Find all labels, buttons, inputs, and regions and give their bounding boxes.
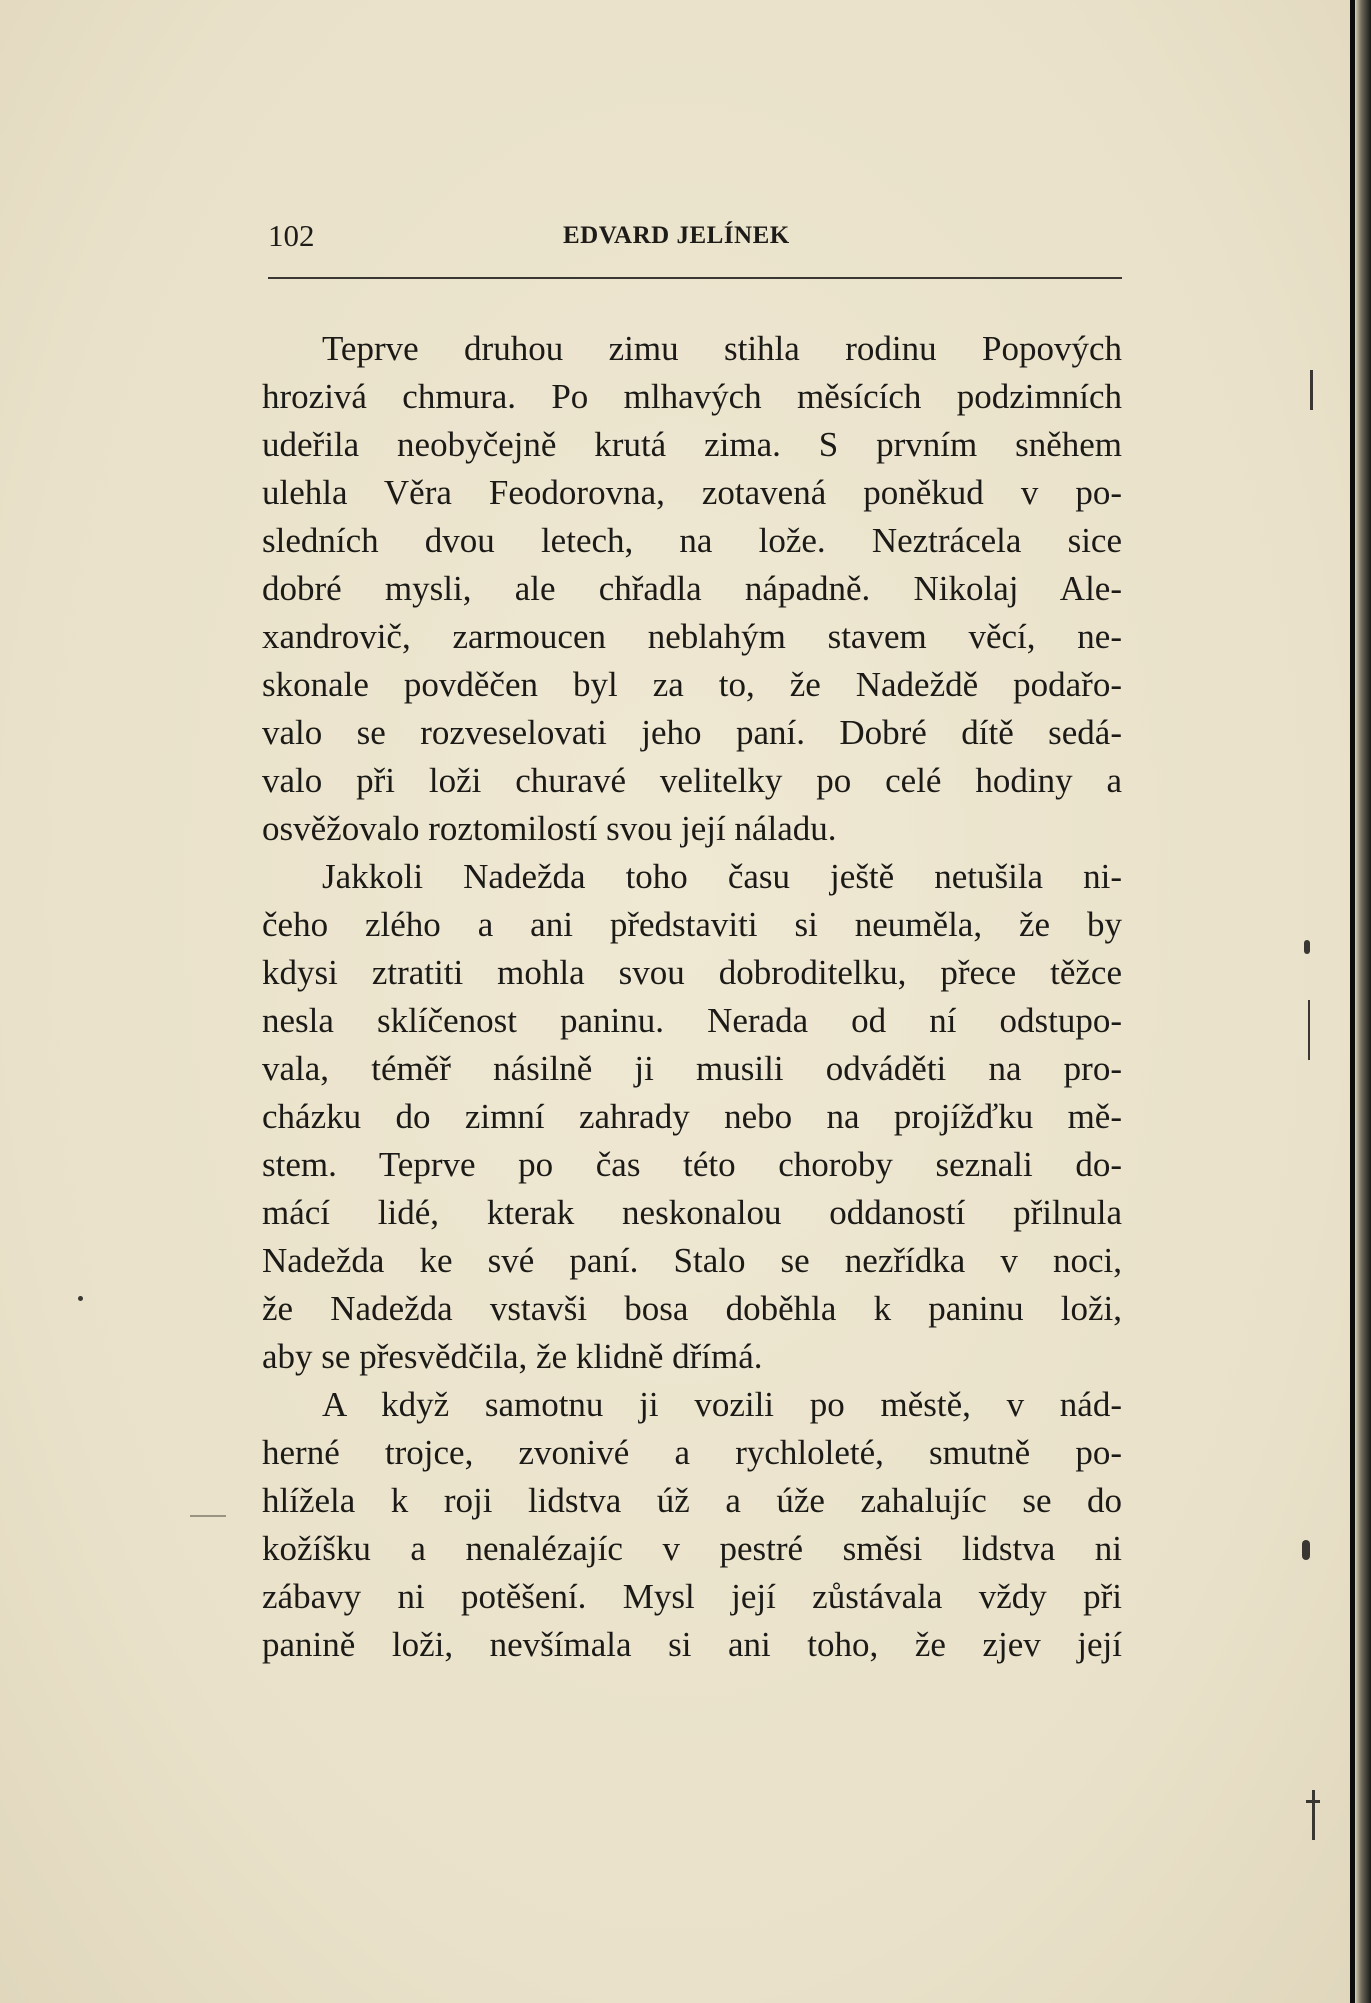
paragraph [262, 853, 1122, 1381]
text-line: hlížela k roji lidstva úž a úže zahalujíc se do [262, 1481, 1122, 1520]
text-line: čeho zlého a ani představiti si neuměla, že by [262, 905, 1122, 944]
text-line: osvěžovalo roztomilostí svou její náladu. [262, 809, 837, 848]
text-line: nesla sklíčenost paninu. Nerada od ní odstupo- [262, 1001, 1122, 1040]
print-mark [1304, 940, 1310, 954]
text-line: Nadežda ke své paní. Stalo se nezřídka v noci, [262, 1241, 1122, 1280]
header-rule [268, 277, 1122, 279]
text-line: kdysi ztratiti mohla svou dobroditelku, přece těžce [262, 953, 1122, 992]
text-line: stem. Teprve po čas této choroby seznali do- [262, 1145, 1122, 1184]
print-mark [1308, 1000, 1310, 1060]
text-line: valo se rozveselovati jeho paní. Dobré dítě sedá- [262, 713, 1122, 752]
text-line: zábavy ni potěšení. Mysl její zůstávala vždy při [262, 1577, 1122, 1616]
print-mark [1312, 1790, 1315, 1840]
print-mark [1310, 370, 1313, 410]
text-line: aby se přesvědčila, že klidně dřímá. [262, 1337, 763, 1376]
text-line: cházku do zimní zahrady nebo na projížďku mě- [262, 1097, 1122, 1136]
text-line: Jakkoli Nadežda toho času ještě netušila ni- [322, 857, 1122, 896]
text-line: herné trojce, zvonivé a rychloleté, smutně po- [262, 1433, 1122, 1472]
text-line: vala, téměř násilně ji musili odváděti na pro- [262, 1049, 1122, 1088]
text-line: že Nadežda vstavši bosa doběhla k paninu loži, [262, 1289, 1122, 1328]
running-head [268, 218, 1122, 262]
text-line: valo při loži churavé velitelky po celé hodiny a [262, 761, 1122, 800]
page-number: 102 [268, 218, 315, 253]
running-title: EDVARD JELÍNEK [563, 222, 790, 249]
text-line: dobré mysli, ale chřadla nápadně. Nikolaj Ale- [262, 569, 1122, 608]
print-mark [190, 1515, 226, 1517]
text-line: Teprve druhou zimu stihla rodinu Popových [322, 329, 1122, 368]
text-line: kožíšku a nenalézajíc v pestré směsi lidstva ni [262, 1529, 1122, 1568]
text-line: xandrovič, zarmoucen neblahým stavem věcí, ne- [262, 617, 1122, 656]
text-line: mácí lidé, kterak neskonalou oddaností přilnula [262, 1193, 1122, 1232]
book-gutter-shadow [1355, 0, 1371, 2003]
body-text [262, 325, 1122, 1669]
text-line: udeřila neobyčejně krutá zima. S prvním sněhem [262, 425, 1122, 464]
print-mark [78, 1296, 83, 1301]
text-line: hrozivá chmura. Po mlhavých měsících podzimních [262, 377, 1122, 416]
text-line: panině loži, nevšímala si ani toho, že zjev její [262, 1625, 1122, 1664]
text-line: ulehla Věra Feodorovna, zotavená poněkud v po- [262, 473, 1122, 512]
paragraph [262, 325, 1122, 853]
text-line: A když samotnu ji vozili po městě, v nád- [322, 1385, 1122, 1424]
paragraph [262, 1381, 1122, 1669]
text-line: skonale povděčen byl za to, že Nadeždě podařo- [262, 665, 1122, 704]
text-line: sledních dvou letech, na lože. Neztrácela sice [262, 521, 1122, 560]
print-mark [1302, 1540, 1310, 1560]
